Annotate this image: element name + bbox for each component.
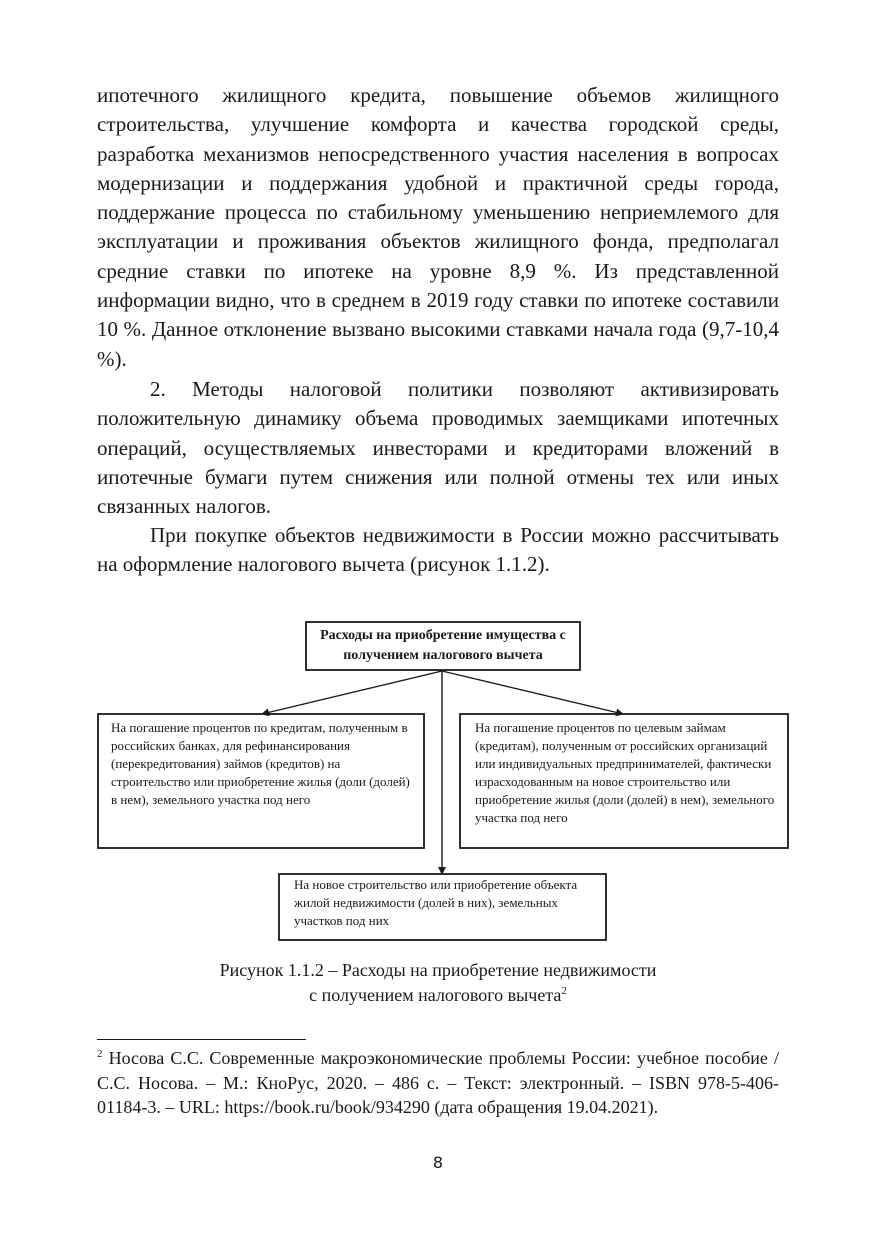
diagram-box-right: На погашение процентов по целевым займам (кредитам), полученным от российских организаций или индивидуальных предпринимателей, фактически израсходованным на новое строительство или приобретение жилья (доли (долей) в нем), земельного участка под него	[475, 720, 775, 825]
footnote-mark: 2	[97, 1048, 103, 1060]
arrow-to-left-box	[262, 671, 442, 714]
diagram-box-top: Расходы на приобретение имущества с получением налогового вычета	[320, 628, 566, 663]
arrow-to-right-box	[442, 671, 623, 714]
figure-caption	[97, 958, 779, 1008]
footnote-separator	[97, 1039, 306, 1040]
paragraph-intro: ипотечного жилищного кредита, повышение объемов жилищного строительства, улучшение комфорта и качества городской среды, разработка механизмов непосредственного участия населения в вопросах модернизации и поддержания удобной и практичной среды города, поддержание процесса по стабильному уменьшению неприемлемого для эксплуатации и проживания объектов жилищного фонда, предполагал средние ставки по ипотеке на уровне 8,9 %. Из представленной информации видно, что в среднем в 2019 году ставки по ипотеке составили 10 %. Данное отклонение вызвано высокими ставками начала года (9,7-10,4 %).	[97, 83, 779, 371]
caption-line-2: с получением налогового вычета	[309, 985, 562, 1005]
footnote-text: Носова С.С. Современные макроэкономические проблемы России: учебное пособие / С.С. Носова. – М.: КноРус, 2020. – 486 с. – Текст: электронный. – ISBN 978-5-406-01184-3. – URL: https://book.ru/book/934290 (дата обращения 19.04.2021).	[97, 1048, 779, 1117]
paragraph-tax-methods: 2. Методы налоговой политики позволяют активизировать положительную динамику объема проводимых заемщиками ипотечных операций, осуществляемых инвесторами и кредиторами вложений в ипотечные бумаги путем снижения или полной отмены тех или иных связанных налогов.	[97, 377, 779, 519]
diagram-box-bottom: На новое строительство или приобретение объекта жилой недвижимости (долей в них), земельных участков под них	[294, 877, 578, 928]
caption-line-1: Рисунок 1.1.2 – Расходы на приобретение недвижимости	[219, 960, 657, 980]
paragraph-tax-deduction: При покупке объектов недвижимости в России можно рассчитывать на оформление налогового вычета (рисунок 1.1.2).	[97, 523, 779, 577]
caption-footnote-mark[interactable]: 2	[561, 985, 567, 997]
footnote	[97, 1046, 779, 1120]
page-number: 8	[432, 1153, 444, 1172]
diagram-box-left: На погашение процентов по кредитам, полученным в российских банках, для рефинансирования (перекредитования) займов (кредитов) на строительство или приобретение жилья (доли (долей) в нем), земельного участка под него	[111, 720, 410, 807]
